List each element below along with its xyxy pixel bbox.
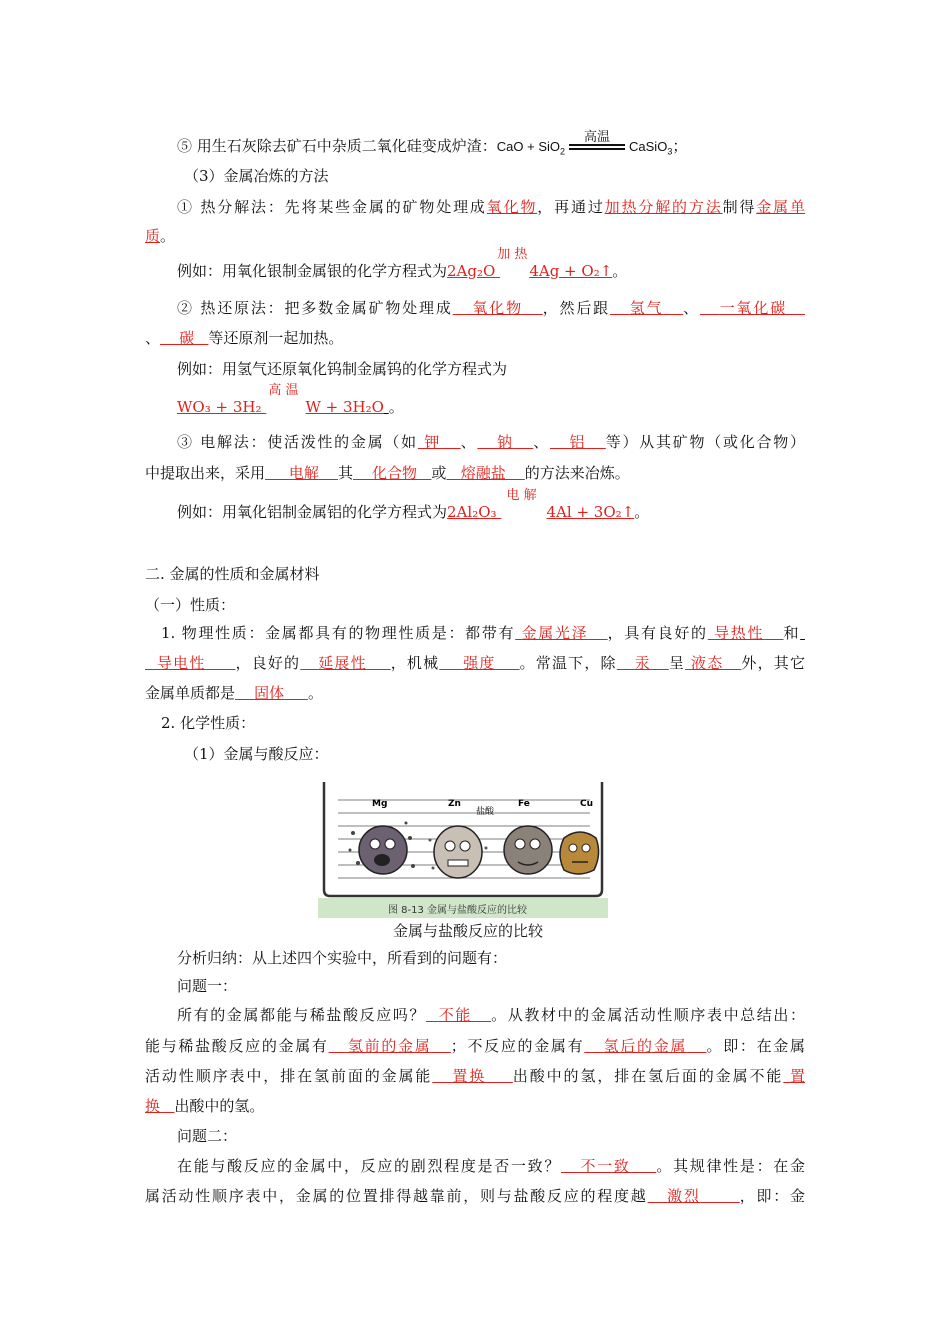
metal-zn-character xyxy=(429,826,488,878)
subsection-properties: （一）性质： xyxy=(145,596,236,614)
para-thermal-decomp: ① 热分解法：先将某些金属的矿物处理成氧化物，再通过加热分解的方法制得金属单 xyxy=(177,198,805,216)
answer-blank: 延展性 xyxy=(318,654,367,672)
example-tungsten-intro: 例如：用氢气还原氧化钨制金属钨的化学方程式为 xyxy=(177,360,508,378)
answer-blank: 金属单 xyxy=(756,198,805,216)
condition: 电 解 xyxy=(506,488,537,503)
answer-blank: 置换 xyxy=(452,1067,487,1085)
question-2-para-2: 属活动性顺序表中，金属的位置排得越靠前，则与盐酸反应的程度越 激烈 ，即：金 xyxy=(145,1187,805,1205)
question-2-label: 问题二： xyxy=(177,1127,238,1145)
answer-blank: 液态 xyxy=(691,654,724,672)
answer-blank: 导电性 xyxy=(156,654,206,672)
condition-label: 高温 xyxy=(584,129,611,144)
label-fe: Fe xyxy=(518,799,530,809)
figure-caption: 金属与盐酸反应的比较 xyxy=(393,922,544,940)
equation-line-cao xyxy=(177,129,688,162)
question-1-label: 问题一： xyxy=(177,977,238,995)
answer-blank: 质 xyxy=(145,227,161,245)
answer-blank: 氧化物 xyxy=(486,198,538,216)
analysis-intro: 分析归纳：从上述四个实验中，所看到的问题有： xyxy=(177,949,508,967)
answer-blank: 氢气 xyxy=(629,299,664,317)
answer-blank: 4Al + 3O₂↑ xyxy=(546,503,635,521)
answer-blank: 导热性 xyxy=(714,624,765,642)
answer-blank: 2Al₂O₃ xyxy=(447,503,497,521)
answer-blank: 2Ag₂O xyxy=(447,262,496,280)
answer-blank: 熔融盐 xyxy=(460,464,506,482)
equation-right: CaSiO$_3$ xyxy=(629,139,673,157)
para-physical-props-3: 金属单质都是 固体 。 xyxy=(145,684,323,702)
condition: 加 热 xyxy=(497,247,528,262)
label-mg: Mg xyxy=(372,799,388,809)
answer-blank: 氧化物 xyxy=(472,299,523,317)
example-tungsten-equation: WO₃ + 3H₂ 高 温 W + 3H₂O 。 xyxy=(177,383,404,416)
answer-blank: 铝 xyxy=(569,433,587,451)
para-thermal-reduction: ② 热还原法：把多数金属矿物处理成 氧化物 ，然后跟 氢气 、 一氧化碳 xyxy=(145,298,805,318)
answer-blank: WO₃ + 3H₂ xyxy=(177,398,262,416)
answer-blank: 加热分解的方法 xyxy=(604,198,723,216)
answer-blank: 碳 xyxy=(179,329,195,347)
text: ⑤ 用生石灰除去矿石中杂质二氧化硅变成炉渣： xyxy=(177,137,497,155)
answer-blank: 换 xyxy=(145,1097,161,1115)
para-thermal-reduction-cont: 、 碳 等还原剂一起加热。 xyxy=(145,329,344,347)
answer-blank: 金属光泽 xyxy=(521,624,589,642)
heading-smelting: （3）金属冶炼的方法 xyxy=(184,167,329,185)
answer-blank: 不能 xyxy=(438,1006,473,1024)
answer-blank: 强度 xyxy=(463,654,496,672)
answer-blank: 钾 xyxy=(424,433,442,451)
para-physical-props-2: 导电性 ，良好的 延展性 ，机械 强度 。常温下，除 汞 呈 液态 外，其它 xyxy=(145,653,805,673)
para-physical-props: 1. 物理性质：金属都具有的物理性质是：都带有 金属光泽 ，具有良好的 导热性 和 xyxy=(161,624,801,642)
para-thermal-decomp-cont: 质。 xyxy=(145,227,176,245)
answer-blank: 汞 xyxy=(634,654,651,672)
condition: 高 温 xyxy=(268,383,299,398)
metal-mg-character xyxy=(349,822,416,875)
question-2-para: 在能与酸反应的金属中，反应的剧烈程度是否一致？ 不一致 。其规律性是：在金 xyxy=(177,1157,805,1175)
answer-blank: 钠 xyxy=(496,433,514,451)
text: ； xyxy=(672,137,688,155)
heading-chem-props: 2. 化学性质： xyxy=(161,714,256,732)
question-1-para: 所有的金属都能与稀盐酸反应吗？ 不能 。从教材中的金属活动性顺序表中总结出： xyxy=(177,1006,805,1024)
section-heading-2: 二. 金属的性质和金属材料 xyxy=(145,565,320,583)
para-electrolysis: ③ 电解法：使活泼性的金属（如 钾 、 钠 、 铝 等）从其矿物（或化合物） xyxy=(177,433,805,451)
answer-blank: 电解 xyxy=(288,464,319,482)
label-acid: 盐酸 xyxy=(476,807,495,817)
metal-fe-character xyxy=(504,826,552,874)
figure-caption-label: 图 8-13 金属与盐酸反应的比较 xyxy=(388,905,528,916)
heading-metal-acid: （1）金属与酸反应： xyxy=(184,745,329,763)
answer-blank: 置 xyxy=(789,1067,805,1085)
answer-blank: 不一致 xyxy=(580,1157,631,1175)
example-aluminium: 例如：用氧化铝制金属铝的化学方程式为2Al₂O₃ 电 解 4Al + 3O₂↑。 xyxy=(177,488,650,521)
figure-metal-acid xyxy=(318,778,608,920)
answer-blank: 氢后的金属 xyxy=(603,1037,688,1055)
answer-blank: 激烈 xyxy=(667,1187,701,1205)
answer-blank: W + 3H₂O xyxy=(305,398,384,416)
metal-cu-character xyxy=(560,832,599,874)
question-1-para-4: 换 出酸中的氢。 xyxy=(145,1097,265,1115)
label-cu: Cu xyxy=(580,799,594,809)
answer-blank: 4Ag + O₂↑ xyxy=(529,262,613,280)
question-1-para-3: 活动性顺序表中，排在氢前面的金属能 置换 出酸中的氢，排在氢后面的金属不能 置 xyxy=(145,1067,805,1085)
answer-blank: 化合物 xyxy=(372,464,418,482)
example-silver: 例如：用氧化银制金属银的化学方程式为2Ag₂O 加 热 4Ag + O₂↑。 xyxy=(177,247,628,280)
answer-blank: 一氧化碳 xyxy=(719,299,788,317)
answer-blank: 固体 xyxy=(254,684,285,702)
answer-blank: 氢前的金属 xyxy=(347,1037,432,1055)
question-1-para-2: 能与稀盐酸反应的金属有 氢前的金属 ；不反应的金属有 氢后的金属 。即：在金属 xyxy=(145,1037,805,1055)
label-zn: Zn xyxy=(448,799,461,809)
equation-left: CaO + SiO$_2$ xyxy=(496,139,566,157)
equals-bar xyxy=(569,129,625,151)
para-electrolysis-cont: 中提取出来，采用 电解 其 化合物 或 熔融盐 的方法来冶炼。 xyxy=(145,464,630,482)
